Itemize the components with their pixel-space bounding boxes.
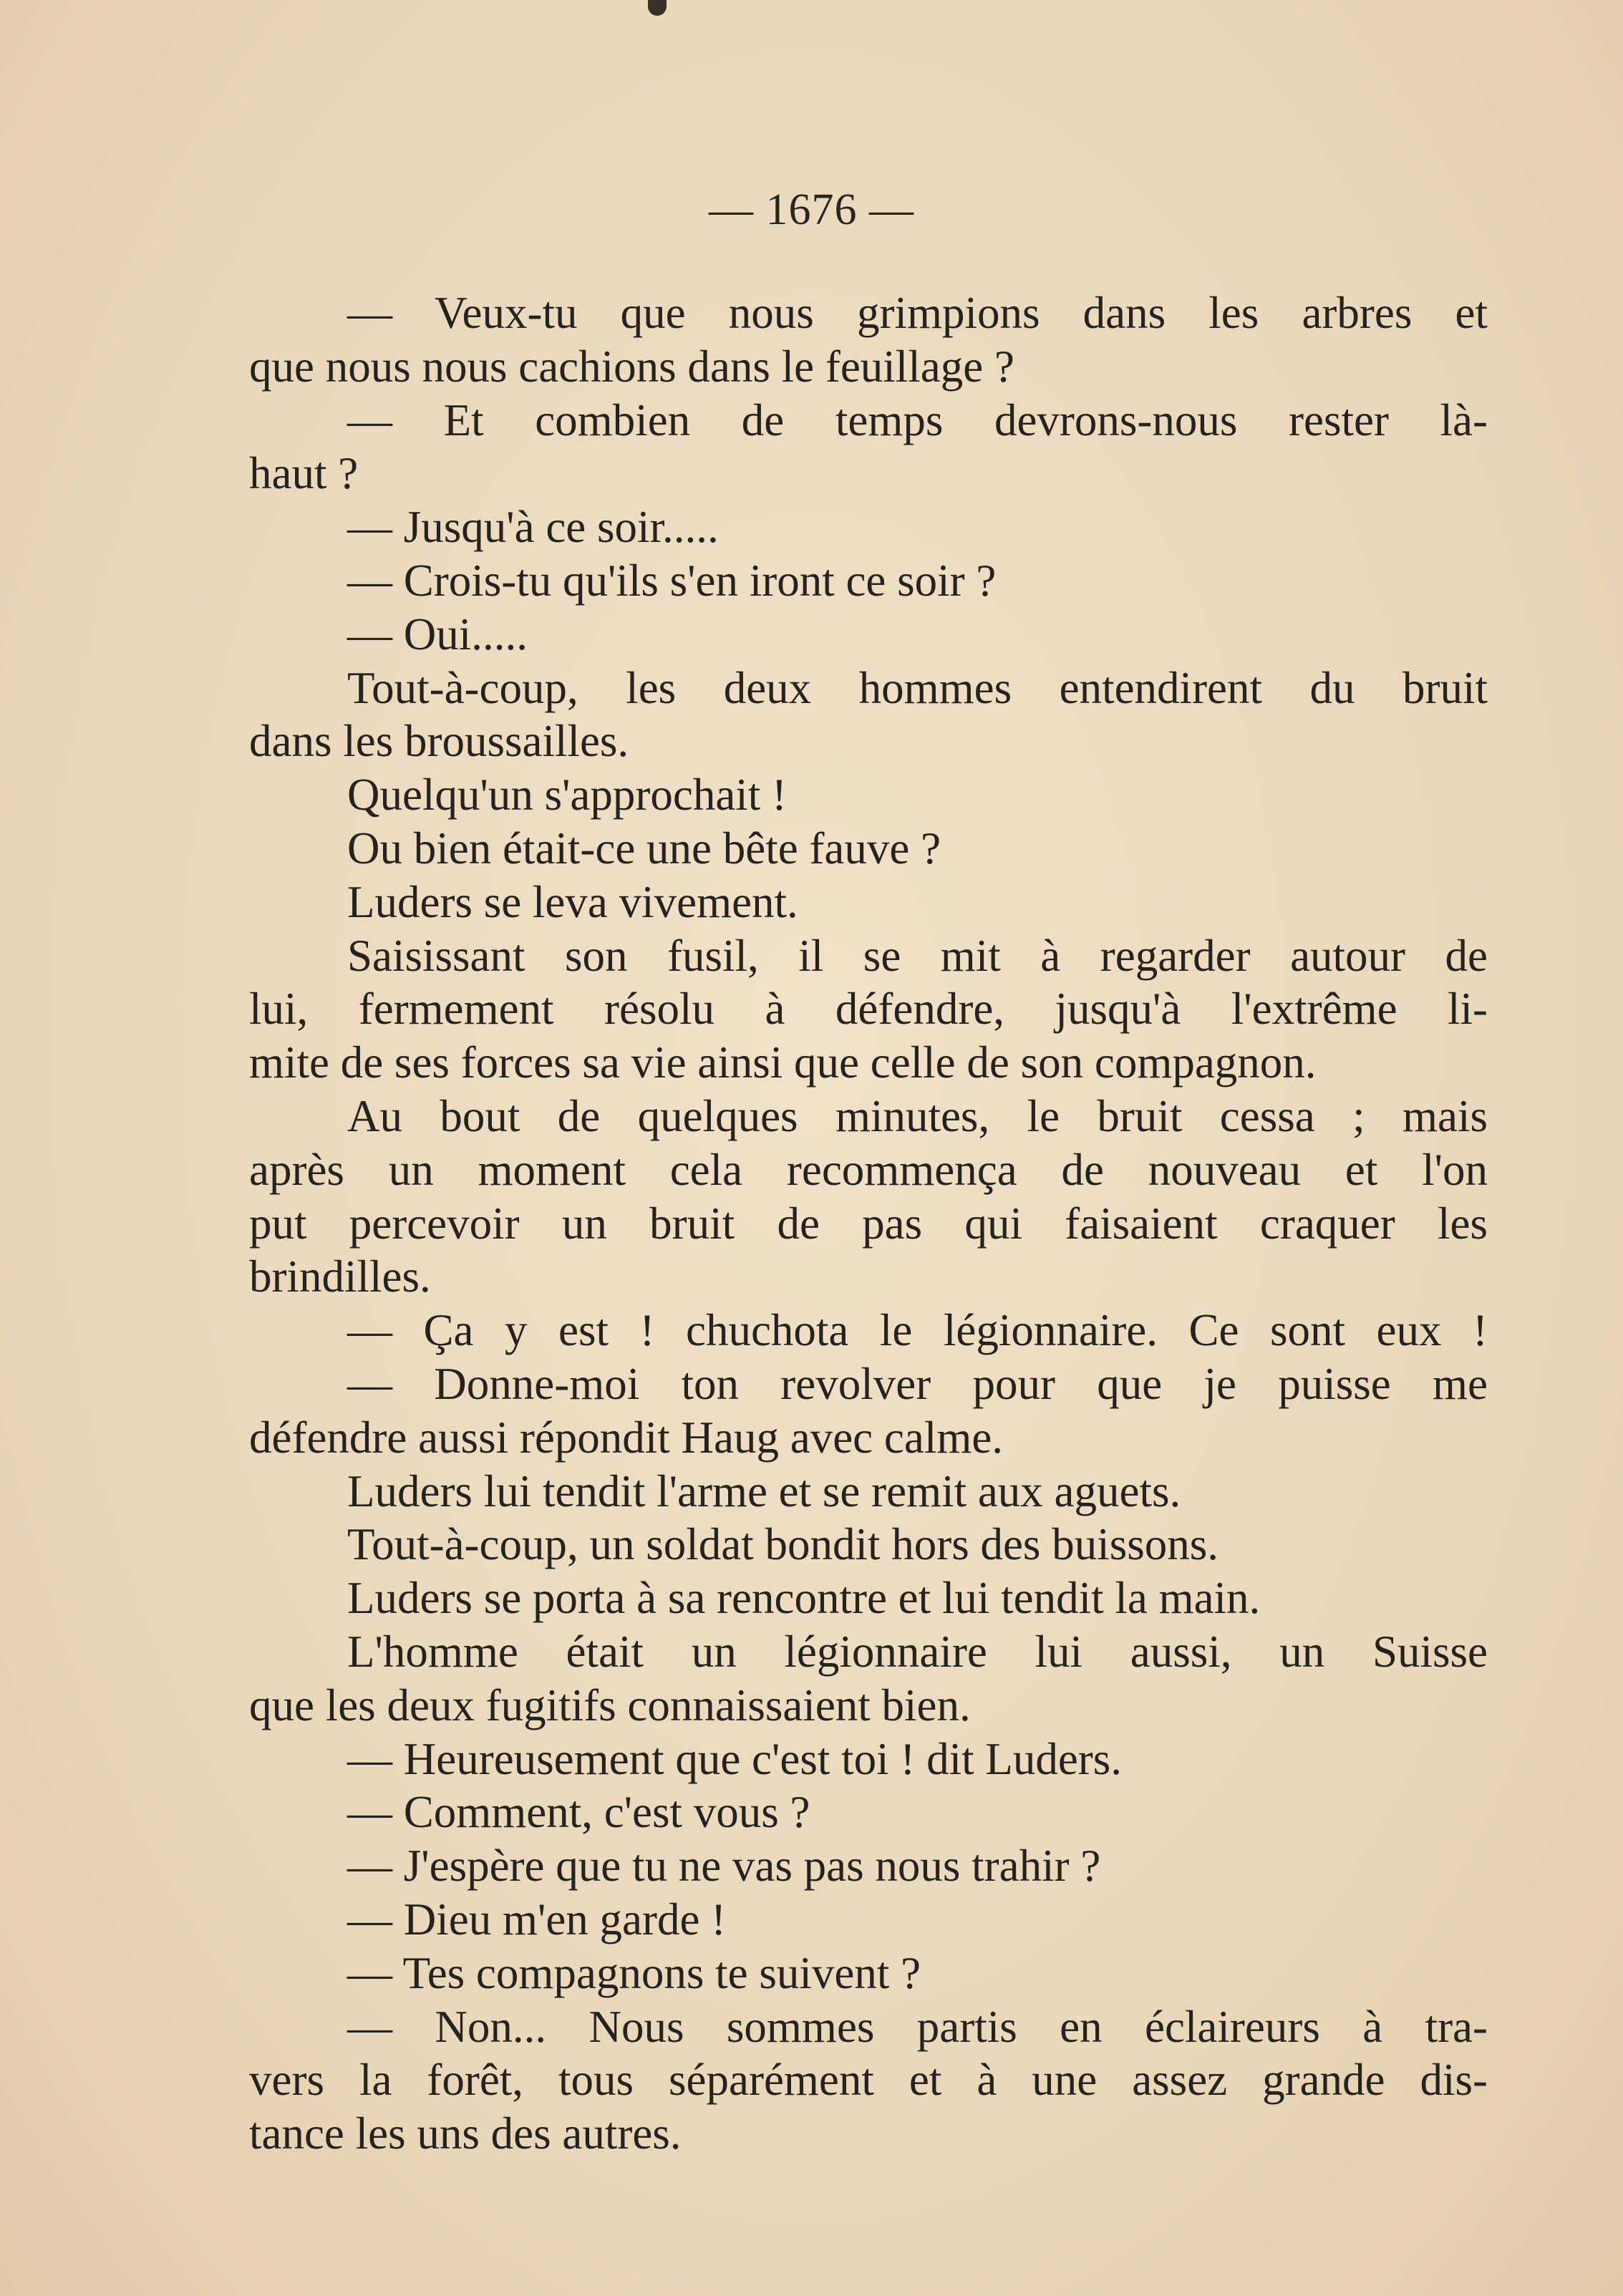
text-line: tance les uns des autres. bbox=[249, 2108, 682, 2159]
text-line: — Oui..... bbox=[347, 609, 528, 659]
text-line: put percevoir un bruit de pas qui faisaient craquer les bbox=[249, 1198, 1488, 1249]
text-line: mite de ses forces sa vie ainsi que celle de son compagnon. bbox=[249, 1037, 1317, 1088]
text-line: haut ? bbox=[249, 448, 359, 499]
text-line: Quelqu'un s'approchait ! bbox=[347, 770, 788, 820]
text-line: Ou bien était-ce une bête fauve ? bbox=[347, 823, 941, 873]
text-line: que nous nous cachions dans le feuillage ? bbox=[249, 341, 1014, 392]
text-line: Tout-à-coup, les deux hommes entendirent du bruit bbox=[347, 662, 1488, 713]
text-line: — Veux-tu que nous grimpions dans les arbres et bbox=[347, 288, 1488, 338]
text-line: — Heureusement que c'est toi ! dit Luders. bbox=[347, 1733, 1123, 1784]
text-line: Saisissant son fusil, il se mit à regarder autour de bbox=[347, 930, 1488, 981]
text-line: L'homme était un légionnaire lui aussi, un Suisse bbox=[347, 1626, 1488, 1677]
text-line: que les deux fugitifs connaissaient bien. bbox=[249, 1680, 971, 1730]
ink-blot bbox=[648, 0, 667, 16]
text-line: — Ça y est ! chuchota le légionnaire. Ce sont eux ! bbox=[347, 1305, 1488, 1356]
text-line: — Comment, c'est vous ? bbox=[347, 1787, 810, 1838]
text-line: Luders se leva vivement. bbox=[347, 876, 798, 927]
page-number: — 1676 — bbox=[709, 185, 914, 234]
text-line: brindilles. bbox=[249, 1251, 431, 1302]
text-line: Luders se porta à sa rencontre et lui tendit la main. bbox=[347, 1573, 1261, 1624]
text-line: lui, fermement résolu à défendre, jusqu'à l'extrême li- bbox=[249, 984, 1488, 1035]
text-line: Tout-à-coup, un soldat bondit hors des buissons. bbox=[347, 1519, 1219, 1570]
text-line: — Et combien de temps devrons-nous rester là- bbox=[347, 394, 1488, 445]
text-line: Au bout de quelques minutes, le bruit cessa ; mais bbox=[347, 1090, 1488, 1141]
text-line: — Tes compagnons te suivent ? bbox=[347, 1947, 921, 1998]
text-line: Luders lui tendit l'arme et se remit aux aguets. bbox=[347, 1466, 1181, 1516]
text-line: — Dieu m'en garde ! bbox=[347, 1894, 727, 1944]
text-line: vers la forêt, tous séparément et à une assez grande dis- bbox=[249, 2055, 1488, 2106]
text-line: — Jusqu'à ce soir..... bbox=[347, 502, 719, 553]
text-line: — Donne-moi ton revolver pour que je puisse me bbox=[347, 1358, 1488, 1409]
text-line: — Crois-tu qu'ils s'en iront ce soir ? bbox=[347, 555, 997, 606]
body-text bbox=[249, 286, 1488, 2161]
text-line: dans les broussailles. bbox=[249, 716, 629, 767]
text-line: — Non... Nous sommes partis en éclaireurs à tra- bbox=[347, 2001, 1488, 2052]
text-line: défendre aussi répondit Haug avec calme. bbox=[249, 1412, 1004, 1463]
text-line: après un moment cela recommença de nouveau et l'on bbox=[249, 1144, 1488, 1195]
text-line: — J'espère que tu ne vas pas nous trahir ? bbox=[347, 1841, 1101, 1891]
